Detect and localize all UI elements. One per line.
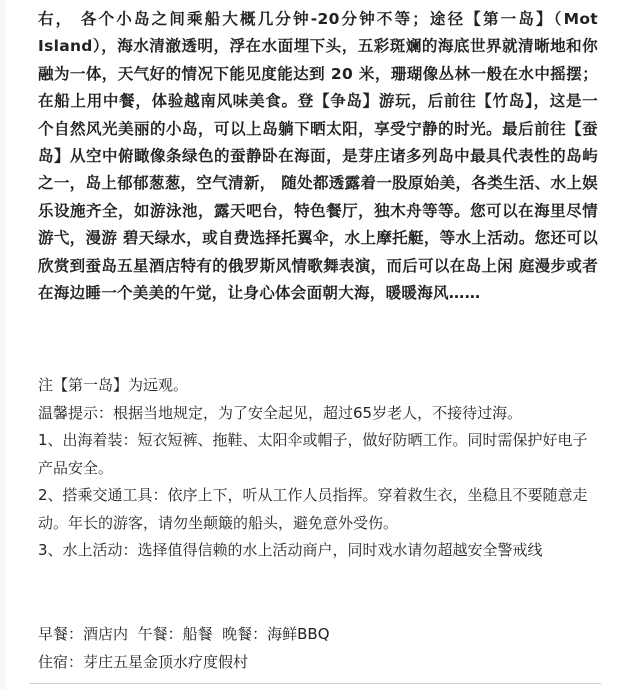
meals-and-lodging [38,620,598,676]
left-edge-strip [0,0,6,689]
bottom-divider [30,683,601,684]
lunch-label: 午餐：船餐 [137,625,213,643]
itinerary-description: 右， 各个小岛之间乘船大概几分钟-20分钟不等；途径【第一岛】（Mot Island），海水清澈透明，浮在水面埋下头，五彩斑斓的海底世界就清晰地和你融为一体，天气好的情况下能见度能达到 20 米，珊瑚像丛林一般在水中摇摆；在船上用中餐，体验越南风味美食。登【争岛】游玩，后前往【竹岛】，这是一个自然风光美丽的小岛，可以上岛躺下晒太阳，享受宁静的时光。最后前往【蚕岛】从空中俯瞰像条绿色的蚕静卧在海面，是芽庄诸多列岛中最具代表性的岛屿之一，岛上郁郁葱葱，空气清新， 随处都透露着一股原始美，各类生活、水上娱乐设施齐全，如游泳池，露天吧台，特色餐厅，独木舟等等。您可以在海里尽情游弋，漫游 碧天绿水，或自费选择托翼伞，水上摩托艇，等水上活动。您还可以欣赏到蚕岛五星酒店特有的俄罗斯风情歌舞表演，而后可以在岛上闲 庭漫步或者在海边睡一个美美的午觉，让身心体会面朝大海，暖暖海风…… [38,10,598,303]
note-first-island: 注【第一岛】为远观。 [38,376,189,394]
lodging-label: 住宿：芽庄五星金顶水疗度假村 [38,653,249,671]
breakfast-label: 早餐：酒店内 [38,625,129,643]
safety-tip: 温馨提示：根据当地规定，为了安全起见，超过65岁老人，不接待过海。 [38,403,523,422]
note-item-attire: 1、出海着装：短衣短裤、拖鞋、太阳伞或帽子，做好防晒工作。同时需保护好电子产品安全。 [38,431,588,477]
dinner-label: 晚餐：海鲜BBQ [222,625,330,643]
meal-line [38,620,598,648]
note-item-water-activities: 3、水上活动：选择值得信赖的水上活动商户，同时戏水请勿超越安全警戒线 [38,541,543,559]
note-item-transport: 2、搭乘交通工具：依序上下，听从工作人员指挥。穿着救生衣，坐稳且不要随意走动。年长的游客，请勿坐颠簸的船头，避免意外受伤。 [38,486,588,532]
travel-notes [38,372,598,565]
